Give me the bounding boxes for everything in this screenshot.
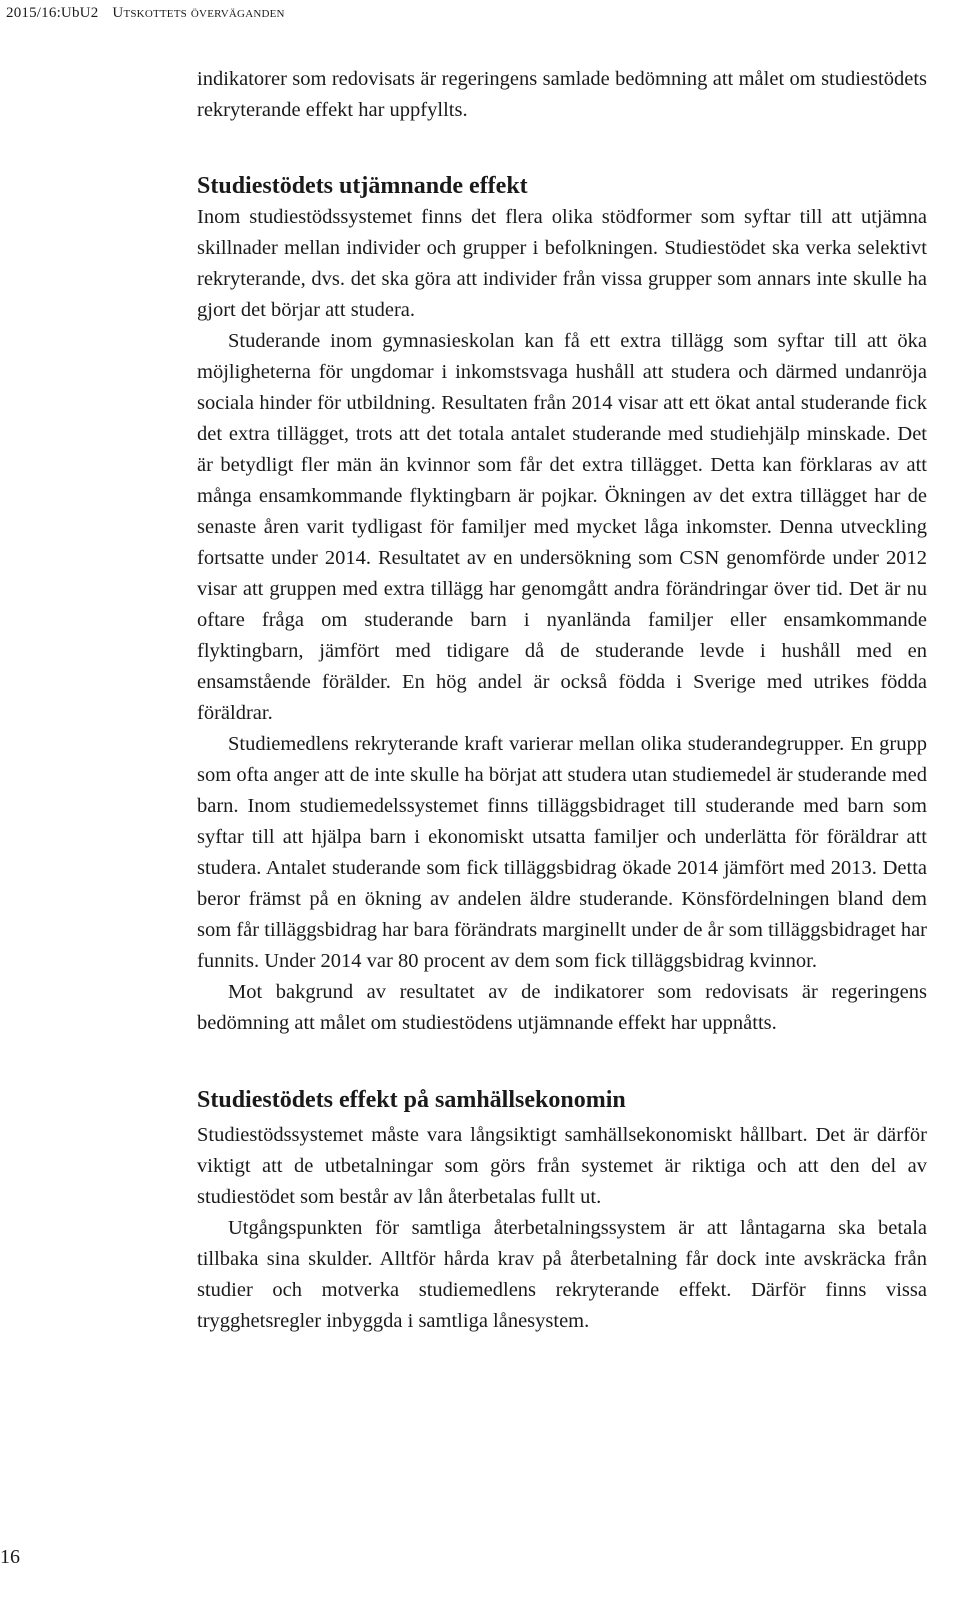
page-content <box>197 64 927 1337</box>
section-heading-utjamnande-effekt: Studiestödets utjämnande effekt <box>197 173 528 199</box>
body-paragraph: Utgångspunkten för samtliga återbetalningssystem är att låntagarna ska betala tillbaka sina skulder. Alltför hårda krav på återbetalning får dock inte avskräcka från studier och motverka studiemedlens rekryterande effekt. Därför finns vissa trygghetsregler inbyggda i samtliga lånesystem. <box>197 1217 927 1332</box>
page-number: 16 <box>0 1546 20 1568</box>
running-header <box>6 0 285 26</box>
body-paragraph: Mot bakgrund av resultatet av de indikatorer som redovisats är regeringens bedömning att målet om studiestödens utjämnande effekt har uppnåtts. <box>197 981 927 1034</box>
body-paragraph: Studiestödssystemet måste vara långsiktigt samhällsekonomiskt hållbart. Det är därför viktigt att de utbetalningar som görs från systemet är riktiga och att den del av studiestödet som består av lån återbetalas fullt ut. <box>197 1124 927 1208</box>
section-label: Utskottets överväganden <box>112 4 285 21</box>
body-paragraph: Studerande inom gymnasieskolan kan få ett extra tillägg som syftar till att öka möjligheterna för ungdomar i inkomstsvaga hushåll att studera och därmed undanröja sociala hinder för utbildning. Resultaten från 2014 visar att ett ökat antal studerande fick det extra tillägget, trots att det totala antalet studerande med studiehjälp minskade. Det är betydligt fler män än kvinnor som får det extra tillägget. Detta kan förklaras av att många ensamkommande flyktingbarn är pojkar. Ökningen av det extra tillägget har de senaste åren varit tydligast för familjer med mycket låga inkomster. Denna utveckling fortsatte under 2014. Resultatet av en undersökning som CSN genomförde under 2012 visar att gruppen med extra tillägg har genomgått andra förändringar över tid. Det är nu oftare fråga om studerande barn i nyanlända familjer eller ensamkommande flyktingbarn, jämfört med tidigare då de studerande levde i hushåll med en ensamstående förälder. En hög andel är också födda i Sverige med utrikes födda föräldrar. <box>197 330 927 724</box>
document-reference: 2015/16:UbU2 <box>6 4 99 21</box>
intro-paragraph: indikatorer som redovisats är regeringens samlade bedömning att målet om studiestödets rekryterande effekt har uppfyllts. <box>197 68 927 121</box>
section-heading-samhallsekonomin: Studiestödets effekt på samhällsekonomin <box>197 1087 626 1113</box>
body-paragraph: Inom studiestödssystemet finns det flera olika stödformer som syftar till att utjämna skillnader mellan individer och grupper i befolkningen. Studiestödet ska verka selektivt rekryterande, dvs. det ska göra att individer från vissa grupper som annars inte skulle ha gjort det börjar att studera. <box>197 206 927 321</box>
body-paragraph: Studiemedlens rekryterande kraft varierar mellan olika studerandegrupper. En grupp som ofta anger att de inte skulle ha börjat att studera utan studiemedel är studerande med barn. Inom studiemedelssystemet finns tilläggsbidraget till studerande med barn som syftar till att hjälpa barn i ekonomiskt utsatta familjer och underlätta för föräldrar att studera. Antalet studerande som fick tilläggsbidrag ökade 2014 jämfört med 2013. Detta beror främst på en ökning av andelen äldre studerande. Könsfördelningen bland dem som får tilläggsbidrag har bara förändrats marginellt under de år som tilläggsbidraget har funnits. Under 2014 var 80 procent av dem som fick tilläggsbidrag kvinnor. <box>197 733 927 972</box>
